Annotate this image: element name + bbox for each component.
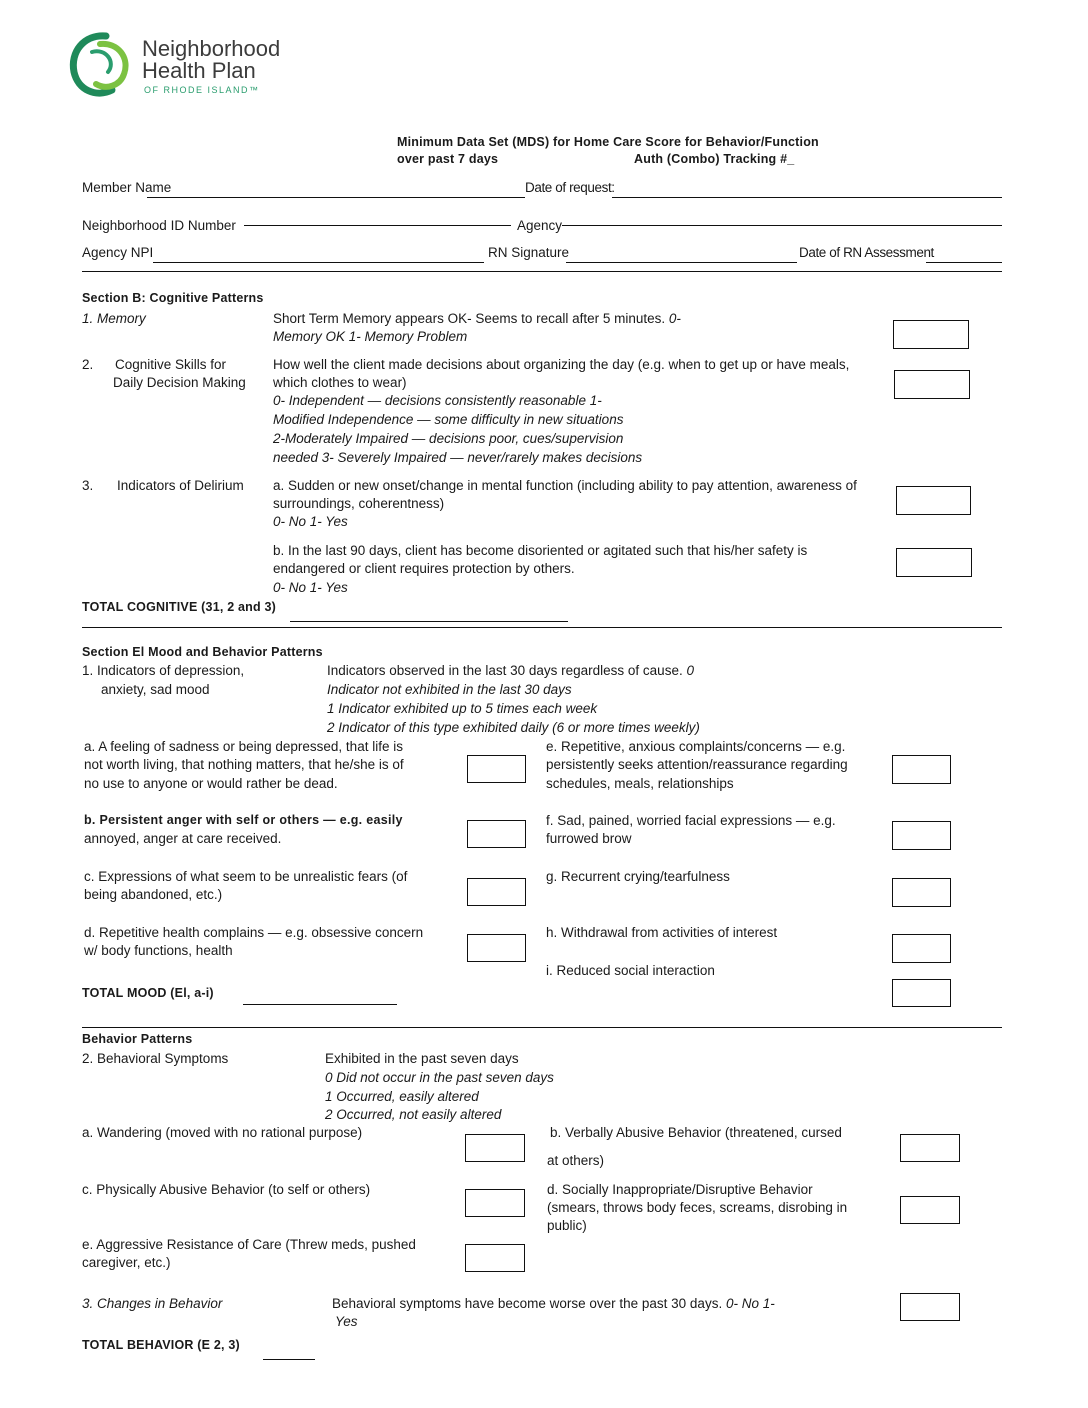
depression-option-2: 2 Indicator of this type exhibited daily (6 or more times weekly) bbox=[327, 720, 700, 735]
changes-text-line: Behavioral symptoms have become worse over the past 30 days. bbox=[332, 1296, 723, 1311]
skills-label-line2: Daily Decision Making bbox=[113, 375, 246, 390]
mood-d-line2: w/ body functions, health bbox=[84, 943, 233, 958]
delirium-b-line1: b. In the last 90 days, client has become disoriented or agitated such that his/her safety is bbox=[273, 543, 808, 558]
behavior-option-0: 0 Did not occur in the past seven days bbox=[325, 1070, 554, 1085]
total-behavior-field[interactable] bbox=[263, 1359, 315, 1360]
skills-option-2: Modified Independence — some difficulty in new situations bbox=[273, 412, 624, 427]
delirium-a-score-box[interactable] bbox=[896, 486, 971, 515]
skills-score-box[interactable] bbox=[894, 370, 970, 399]
depression-label-line1 bbox=[82, 663, 244, 678]
delirium-a-line1: a. Sudden or new onset/change in mental function (including ability to pay attention, awareness of bbox=[273, 478, 857, 493]
skills-label-line1: Cognitive Skills for bbox=[115, 357, 227, 372]
divider bbox=[82, 627, 1002, 628]
section-b-heading: Section B: Cognitive Patterns bbox=[82, 291, 264, 305]
agency-npi-label: Agency NPI bbox=[82, 245, 154, 260]
mood-e-line2: persistently seeks attention/reassurance regarding bbox=[546, 757, 848, 772]
behavior-a-text: a. Wandering (moved with no rational purpose) bbox=[82, 1125, 363, 1140]
delirium-number: 3. bbox=[82, 478, 94, 493]
mood-c-line1: c. Expressions of what seem to be unrealistic fears (of bbox=[84, 869, 408, 884]
mood-f-line2: furrowed brow bbox=[546, 831, 632, 846]
depression-text-line: Indicators observed in the last 30 days regardless of cause. bbox=[327, 663, 683, 678]
mood-f-score-box[interactable] bbox=[892, 821, 951, 850]
memory-label: 1. Memory bbox=[82, 311, 146, 326]
mood-b-line2: annoyed, anger at care received. bbox=[84, 831, 282, 846]
date-of-request-field[interactable] bbox=[612, 197, 1002, 198]
logo-line3: OF RHODE ISLAND™ bbox=[144, 85, 260, 95]
date-of-request-label: Date of request: bbox=[525, 180, 615, 195]
mood-a-line3: no use to anyone or would rather be dead. bbox=[84, 776, 338, 791]
mood-i-score-box[interactable] bbox=[892, 979, 951, 1007]
delirium-b-score-box[interactable] bbox=[896, 548, 972, 577]
behavior-b-score-box[interactable] bbox=[900, 1134, 960, 1162]
skills-text-line1: How well the client made decisions about organizing the day (e.g. when to get up or have meals, bbox=[273, 357, 850, 372]
behavior-heading: Behavior Patterns bbox=[82, 1032, 193, 1046]
mood-d-score-box[interactable] bbox=[467, 934, 526, 962]
changes-score-box[interactable] bbox=[900, 1293, 960, 1321]
mood-i-text: i. Reduced social interaction bbox=[546, 963, 715, 978]
memory-text-line: Short Term Memory appears OK- Seems to recall after 5 minutes. bbox=[273, 311, 666, 326]
rn-signature-field[interactable] bbox=[566, 262, 797, 263]
date-rn-assessment-field[interactable] bbox=[926, 262, 1002, 263]
mood-a-line2: not worth living, that nothing matters, that he/she is of bbox=[84, 757, 404, 772]
form-title: Minimum Data Set (MDS) for Home Care Score for Behavior/Function bbox=[397, 135, 819, 149]
tracking-number-label: Auth (Combo) Tracking #_ bbox=[634, 152, 795, 166]
skills-option-4: needed 3- Severely Impaired — never/rarely makes decisions bbox=[273, 450, 643, 465]
behavior-symptoms-text: Exhibited in the past seven days bbox=[325, 1051, 519, 1066]
memory-text-score: 0- bbox=[668, 311, 681, 326]
behavior-a-score-box[interactable] bbox=[465, 1134, 525, 1162]
mood-e-line3: schedules, meals, relationships bbox=[546, 776, 734, 791]
neighborhood-id-field[interactable] bbox=[244, 225, 511, 226]
skills-text-line2: which clothes to wear) bbox=[273, 375, 407, 390]
depression-label-text: 1. Indicators of depression, bbox=[82, 663, 245, 678]
depression-option-0: Indicator not exhibited in the last 30 days bbox=[327, 682, 572, 697]
logo bbox=[66, 28, 306, 108]
date-rn-assessment-label: Date of RN Assessment bbox=[799, 245, 934, 260]
agency-field[interactable] bbox=[562, 225, 1002, 226]
mood-a-line1: a. A feeling of sadness or being depressed, that life is bbox=[84, 739, 403, 754]
rn-signature-label: RN Signature bbox=[488, 245, 570, 260]
mood-c-score-box[interactable] bbox=[467, 878, 526, 906]
member-name-field[interactable] bbox=[147, 197, 525, 198]
memory-options: Memory OK 1- Memory Problem bbox=[273, 329, 468, 344]
logo-swirl-icon bbox=[66, 30, 138, 102]
delirium-b-options: 0- No 1- Yes bbox=[273, 580, 348, 595]
mood-d-line1: d. Repetitive health complains — e.g. obsessive concern bbox=[84, 925, 424, 940]
behavior-e-line2: caregiver, etc.) bbox=[82, 1255, 171, 1270]
depression-text-score: 0 bbox=[686, 663, 694, 678]
mood-g-score-box[interactable] bbox=[892, 878, 951, 907]
delirium-b-line2: endangered or client requires protection by others. bbox=[273, 561, 575, 576]
depression-option-1: 1 Indicator exhibited up to 5 times each week bbox=[327, 701, 598, 716]
total-mood-label: TOTAL MOOD (El, a-i) bbox=[82, 986, 214, 1000]
mood-g-text: g. Recurrent crying/tearfulness bbox=[546, 869, 730, 884]
delirium-a-options: 0- No 1- Yes bbox=[273, 514, 348, 529]
changes-label bbox=[82, 1296, 222, 1311]
behavior-d-line2: (smears, throws body feces, screams, disrobing in bbox=[547, 1200, 848, 1215]
memory-text bbox=[273, 311, 681, 326]
logo-line1: Neighborhood bbox=[142, 36, 281, 61]
changes-text bbox=[332, 1296, 775, 1311]
total-cognitive-field[interactable] bbox=[290, 621, 568, 622]
delirium-label: Indicators of Delirium bbox=[117, 478, 244, 493]
skills-number: 2. bbox=[82, 357, 94, 372]
agency-npi-field[interactable] bbox=[153, 262, 484, 263]
neighborhood-id-label: Neighborhood ID Number bbox=[82, 218, 236, 233]
divider bbox=[82, 271, 1002, 272]
memory-score-box[interactable] bbox=[893, 320, 969, 349]
behavior-c-score-box[interactable] bbox=[465, 1189, 525, 1217]
behavior-d-line1: d. Socially Inappropriate/Disruptive Behavior bbox=[547, 1182, 813, 1197]
mood-e-line1: e. Repetitive, anxious complaints/concerns — e.g. bbox=[546, 739, 846, 754]
behavior-d-score-box[interactable] bbox=[900, 1196, 960, 1224]
total-cognitive-label: TOTAL COGNITIVE (31, 2 and 3) bbox=[82, 600, 277, 614]
changes-label-text: 3. Changes in Behavior bbox=[82, 1296, 223, 1311]
mood-h-text: h. Withdrawal from activities of interest bbox=[546, 925, 778, 940]
mood-a-score-box[interactable] bbox=[467, 755, 526, 783]
behavior-b-line1: b. Verbally Abusive Behavior (threatened, cursed bbox=[550, 1125, 842, 1140]
depression-text bbox=[327, 663, 694, 678]
behavior-d-line3: public) bbox=[547, 1218, 587, 1233]
mood-f-line1: f. Sad, pained, worried facial expressions — e.g. bbox=[546, 813, 836, 828]
depression-label-line2: anxiety, sad mood bbox=[101, 682, 210, 697]
total-mood-field[interactable] bbox=[243, 1004, 397, 1005]
divider bbox=[82, 1027, 1002, 1028]
behavior-symptoms-label: 2. Behavioral Symptoms bbox=[82, 1051, 229, 1066]
behavior-option-2: 2 Occurred, not easily altered bbox=[325, 1107, 502, 1122]
logo-line2: Health Plan bbox=[142, 58, 256, 83]
skills-option-3: 2-Moderately Impaired — decisions poor, cues/supervision bbox=[273, 431, 624, 446]
total-behavior-label: TOTAL BEHAVIOR (E 2, 3) bbox=[82, 1338, 240, 1352]
mood-b-score-box[interactable] bbox=[467, 820, 526, 848]
mood-h-score-box[interactable] bbox=[892, 934, 951, 963]
section-e-heading: Section El Mood and Behavior Patterns bbox=[82, 645, 323, 659]
mood-b-line1: b. Persistent anger with self or others — e.g. easily bbox=[84, 813, 403, 827]
behavior-c-text: c. Physically Abusive Behavior (to self or others) bbox=[82, 1182, 371, 1197]
changes-options: Yes bbox=[335, 1314, 358, 1329]
mood-e-score-box[interactable] bbox=[892, 755, 951, 784]
changes-text-score: 0- No 1- bbox=[725, 1296, 775, 1311]
behavior-e-line1: e. Aggressive Resistance of Care (Threw meds, pushed bbox=[82, 1237, 416, 1252]
skills-option-1: 0- Independent — decisions consistently reasonable 1- bbox=[273, 393, 602, 408]
behavior-b-line2: at others) bbox=[547, 1153, 605, 1168]
behavior-e-score-box[interactable] bbox=[465, 1244, 525, 1272]
member-name-label: Member Name bbox=[82, 180, 172, 195]
delirium-a-line2: surroundings, coherentness) bbox=[273, 496, 445, 511]
mood-c-line2: being abandoned, etc.) bbox=[84, 887, 223, 902]
behavior-option-1: 1 Occurred, easily altered bbox=[325, 1089, 479, 1104]
agency-label: Agency bbox=[517, 218, 563, 233]
form-period: over past 7 days bbox=[397, 152, 499, 166]
